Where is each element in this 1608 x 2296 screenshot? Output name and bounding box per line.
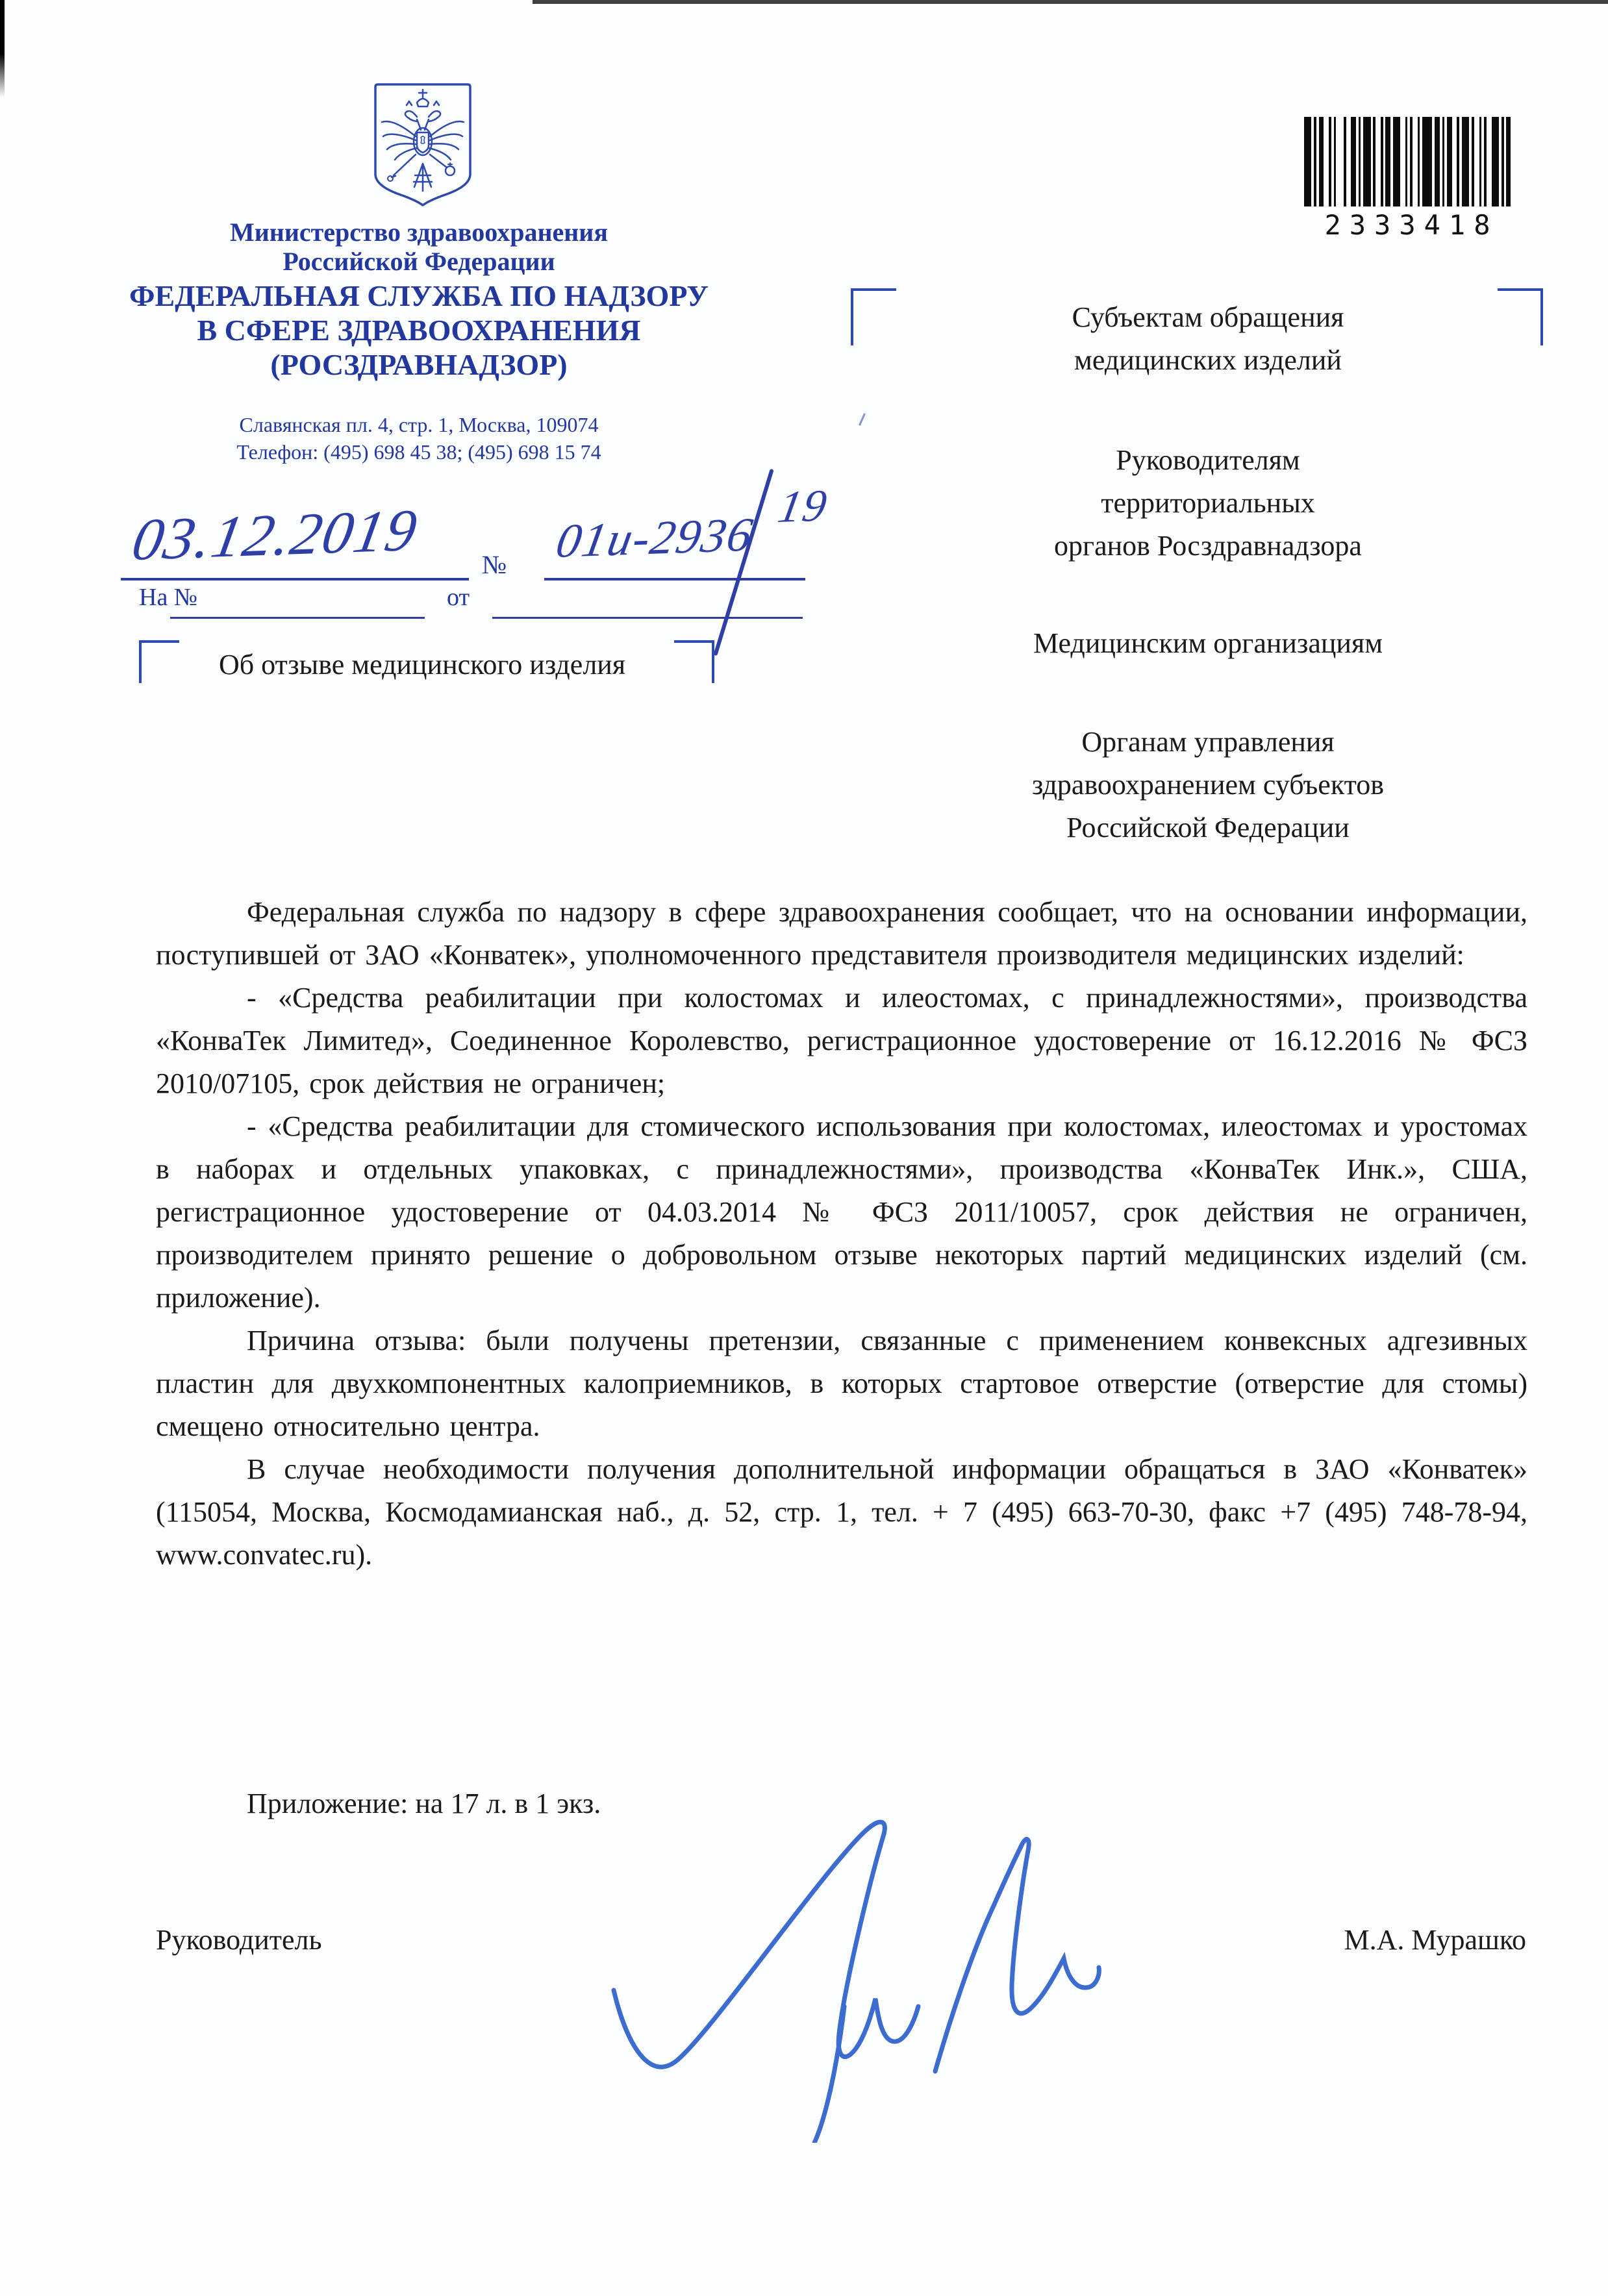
addressee-line: Руководителям [1116,444,1300,476]
service-name-line1: ФЕДЕРАЛЬНАЯ СЛУЖБА ПО НАДЗОРУ [129,279,709,312]
addressee-line: территориальных [1101,487,1315,519]
outgoing-number-handwritten: 01и-2936 [552,508,758,569]
addressee-line: Российской Федерации [1066,812,1350,843]
coat-of-arms-icon [370,79,475,209]
addressee-line: Медицинским организациям [1033,627,1383,659]
reply-date-blank-line [492,617,803,619]
ministry-name-line2: Российской Федерации [283,247,555,276]
outgoing-date-handwritten: 03.12.2019 [127,496,423,573]
ministry-name-line1: Министерство здравоохранения [230,218,608,247]
body-paragraph-reason: Причина отзыва: были получены претензии, связанные с применением конвексных адгезивных пластин для двухкомпонентных калоприемников, в которых стартовое отверстие (отверстие для стомы) смещено относительно центра. [156,1325,1527,1442]
body-paragraph-intro: Федеральная служба по надзору в сфере здравоохранения сообщает, что на основании информации, поступившей от ЗАО «Конватек», уполномоченного представителя производителя медицинских изделий: [156,896,1527,971]
addressee-line: здравоохранением субъектов [1031,769,1385,801]
service-name-line3: (РОСЗДРАВНАДЗОР) [270,348,568,381]
letterhead-address: Славянская пл. 4, стр. 1, Москва, 109074 [239,413,599,436]
addressee-group-2 [883,439,1533,568]
number-blank-line [544,578,805,580]
subject-line: Об отзыве медицинского изделия [218,649,626,680]
service-name-line2: В СФЕРЕ ЗДРАВООХРАНЕНИЯ [197,314,641,347]
signer-position: Руководитель [156,1924,322,1956]
barcode-number: 2333418 [1324,209,1499,241]
addressee-group-3 [883,622,1533,665]
attachment-note: Приложение: на 17 л. в 1 экз. [247,1788,601,1819]
scan-artifact-speck [859,413,866,425]
addressee-group-1 [883,296,1533,382]
scan-artifact-left-edge [0,0,5,97]
addressee-line: Органам управления [1081,726,1335,758]
addressee-line: медицинских изделий [1074,344,1342,376]
number-sign-label: № [482,550,507,579]
addressee-group-4 [883,721,1533,849]
letterhead-phone: Телефон: (495) 698 45 38; (495) 698 15 74 [236,440,601,464]
scan-artifact-top-line [533,0,1608,4]
barcode [1304,117,1511,241]
barcode-bars [1304,117,1511,206]
body-list-item-2: - «Средства реабилитации для стомического использования при колостомах, илеостомах и уростомах в наборах и отдельных упаковках, с принадлежностями», производства «КонваТек Инк.», США, регистрационное удостоверение от 04.03.2014 № ФСЗ 2011/10057, срок действия не ограничен, производителем принято решение о добровольном отзыве некоторых партий медицинских изделий (см. приложение). [156,1110,1527,1314]
addressee-line: Субъектам обращения [1072,301,1344,333]
signer-name: М.А. Мурашко [1344,1924,1526,1956]
reply-to-label: На № [139,584,198,611]
letter-body [156,891,1527,1577]
reply-number-blank-line [170,617,425,619]
body-list-item-1: - «Средства реабилитации при колостомах и илеостомах, с принадлежностями», производства «КонваТек Лимитед», Соединенное Королевство, регистрационное удостоверение от 16.12.2016 № ФСЗ 2010/07105, срок действия не ограничен; [156,982,1527,1099]
signature-stroke [481,1792,1104,2143]
body-paragraph-contacts: В случае необходимости получения дополнительной информации обращаться в ЗАО «Конватек» (115054, Москва, Космодамианская наб., д. 52, стр. 1, тел. + 7 (495) 663-70-30, факс +7 (495) 748-78-94, www.convatec.ru). [156,1453,1527,1571]
outgoing-number-suffix-handwritten: 19 [774,480,832,533]
reply-from-label: от [447,584,470,611]
addressee-line: органов Росздравнадзора [1054,530,1362,562]
date-blank-line [121,578,469,580]
